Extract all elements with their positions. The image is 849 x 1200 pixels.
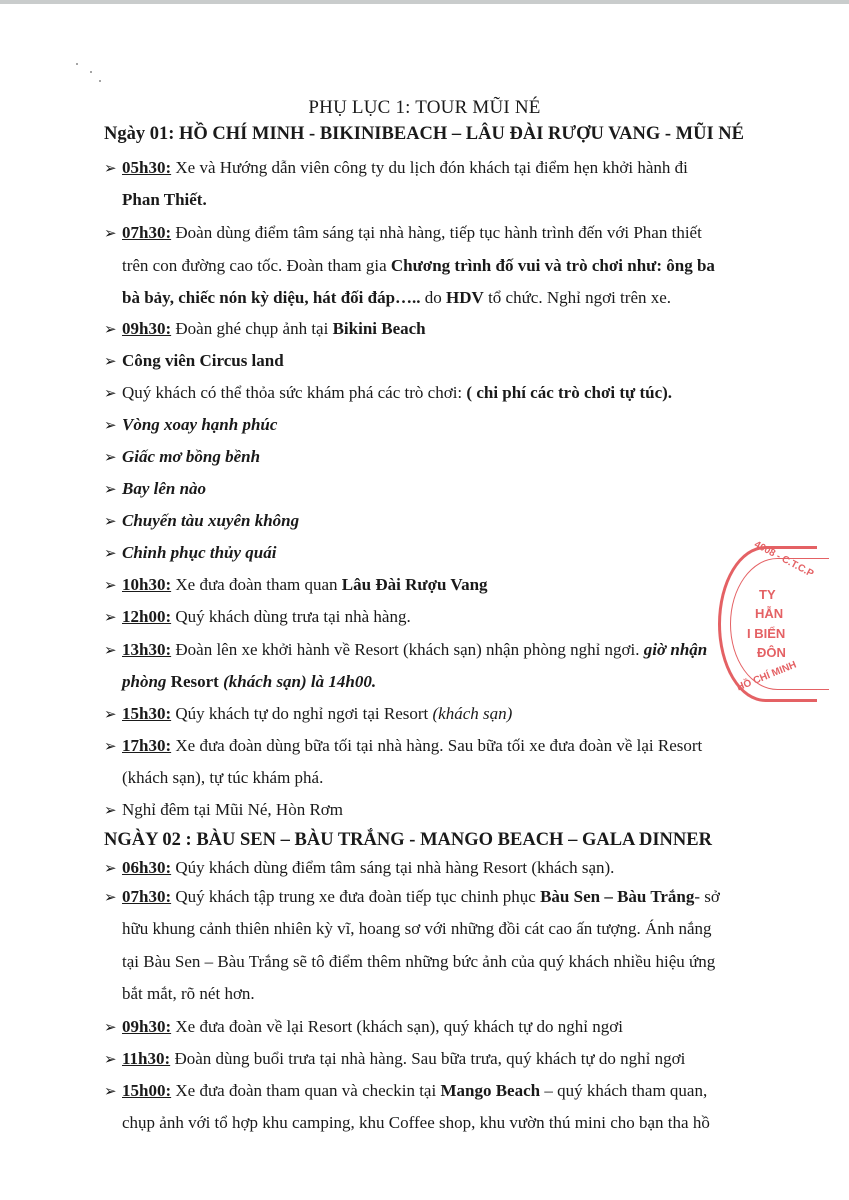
arrow-bullet-icon: ➢ bbox=[104, 803, 117, 819]
day1-item-1200: ➢ 12h00: Quý khách dùng trưa tại nhà hàng. bbox=[104, 606, 789, 629]
arrow-bullet-icon: ➢ bbox=[104, 1020, 117, 1036]
day2-item-0730: ➢ 07h30: Quý khách tập trung xe đưa đoàn tiếp tục chinh phục Bàu Sen – Bàu Trắng- sở bbox=[104, 886, 789, 909]
day1-item-circus: ➢ Công viên Circus land bbox=[104, 350, 789, 373]
day1-item-1330: ➢ 13h30: Đoàn lên xe khởi hành về Resort (khách sạn) nhận phòng nghỉ ngơi. giờ nhận bbox=[104, 639, 789, 662]
day1-item-0530-cont: Phan Thiết. bbox=[122, 190, 207, 209]
day1-item-games: ➢ Quý khách có thể thỏa sức khám phá các trò chơi: ( chi phí các trò chơi tự túc). bbox=[104, 382, 789, 405]
arrow-bullet-icon: ➢ bbox=[104, 386, 117, 402]
arrow-bullet-icon: ➢ bbox=[104, 890, 117, 906]
arrow-bullet-icon: ➢ bbox=[104, 418, 117, 434]
day1-game-2: ➢ Giấc mơ bồng bềnh bbox=[104, 446, 789, 469]
day2-item-1500: ➢ 15h00: Xe đưa đoàn tham quan và checkin tại Mango Beach – quý khách tham quan, bbox=[104, 1080, 789, 1103]
document-title: PHỤ LỤC 1: TOUR MŨI NÉ bbox=[308, 97, 541, 118]
arrow-bullet-icon: ➢ bbox=[104, 161, 117, 177]
arrow-bullet-icon: ➢ bbox=[104, 546, 117, 562]
day1-item-0530: ➢ 05h30: Xe và Hướng dẫn viên công ty du lịch đón khách tại điểm hẹn khởi hành đi bbox=[104, 157, 789, 180]
day1-item-0730-cont2: bà bảy, chiếc nón kỳ diệu, hát đối đáp….. do HDV tổ chức. Nghỉ ngơi trên xe. bbox=[122, 288, 672, 307]
scan-speck bbox=[76, 63, 78, 65]
arrow-bullet-icon: ➢ bbox=[104, 1052, 117, 1068]
arrow-bullet-icon: ➢ bbox=[104, 354, 117, 370]
arrow-bullet-icon: ➢ bbox=[104, 578, 117, 594]
day2-heading: NGÀY 02 : BÀU SEN – BÀU TRẮNG - MANGO BEACH – GALA DINNER bbox=[104, 830, 712, 850]
arrow-bullet-icon: ➢ bbox=[104, 861, 117, 877]
day2-item-0930: ➢ 09h30: Xe đưa đoàn về lại Resort (khách sạn), quý khách tự do nghỉ ngơi bbox=[104, 1016, 789, 1039]
day1-item-0730-cont1: trên con đường cao tốc. Đoàn tham gia Chương trình đố vui và trò chơi như: ông ba bbox=[122, 256, 715, 275]
scan-edge bbox=[0, 0, 849, 4]
scan-speck bbox=[90, 71, 92, 73]
day2-item-0730-cont1: hữu khung cảnh thiên nhiên kỳ vĩ, hoang sơ với những đồi cát cao ấn tượng. Ánh nắng bbox=[122, 919, 712, 938]
day1-item-1730-cont: (khách sạn), tự túc khám phá. bbox=[122, 768, 324, 787]
scan-speck bbox=[99, 80, 101, 82]
day2-item-0630: ➢ 06h30: Qúy khách dùng điểm tâm sáng tại nhà hàng Resort (khách sạn). bbox=[104, 857, 789, 880]
day2-item-0730-cont3: bắt mắt, rõ nét hơn. bbox=[122, 984, 255, 1003]
day1-heading: Ngày 01: HỒ CHÍ MINH - BIKINIBEACH – LÂU ĐÀI RƯỢU VANG - MŨI NÉ bbox=[104, 124, 744, 144]
arrow-bullet-icon: ➢ bbox=[104, 643, 117, 659]
company-seal-stamp: 4008 - C.T.C.P TY HẪN I BIỂN ĐÔN HỒ CHÍ MINH bbox=[718, 546, 817, 702]
day1-game-3: ➢ Bay lên nào bbox=[104, 478, 789, 501]
day1-item-0930: ➢ 09h30: Đoàn ghé chụp ảnh tại Bikini Beach bbox=[104, 318, 789, 341]
arrow-bullet-icon: ➢ bbox=[104, 226, 117, 242]
day1-game-5: ➢ Chinh phục thủy quái bbox=[104, 542, 789, 565]
day1-item-1330-cont: phòng Resort (khách sạn) là 14h00. bbox=[122, 672, 377, 691]
arrow-bullet-icon: ➢ bbox=[104, 707, 117, 723]
day1-item-0730: ➢ 07h30: Đoàn dùng điểm tâm sáng tại nhà hàng, tiếp tục hành trình đến với Phan thiết bbox=[104, 222, 789, 245]
arrow-bullet-icon: ➢ bbox=[104, 322, 117, 338]
arrow-bullet-icon: ➢ bbox=[104, 1084, 117, 1100]
day1-game-1: ➢ Vòng xoay hạnh phúc bbox=[104, 414, 789, 437]
day1-item-1530: ➢ 15h30: Qúy khách tự do nghỉ ngơi tại Resort (khách sạn) bbox=[104, 703, 789, 726]
day2-item-0730-cont2: tại Bàu Sen – Bàu Trắng sẽ tô điểm thêm những bức ảnh của quý khách nhiều hiệu ứng bbox=[122, 952, 716, 971]
day1-item-1030: ➢ 10h30: Xe đưa đoàn tham quan Lâu Đài Rượu Vang bbox=[104, 574, 789, 597]
arrow-bullet-icon: ➢ bbox=[104, 610, 117, 626]
day1-item-overnight: ➢ Nghỉ đêm tại Mũi Né, Hòn Rơm bbox=[104, 799, 789, 822]
day1-item-1730: ➢ 17h30: Xe đưa đoàn dùng bữa tối tại nhà hàng. Sau bữa tối xe đưa đoàn về lại Resort bbox=[104, 735, 789, 758]
arrow-bullet-icon: ➢ bbox=[104, 450, 117, 466]
arrow-bullet-icon: ➢ bbox=[104, 482, 117, 498]
day2-item-1130: ➢ 11h30: Đoàn dùng buổi trưa tại nhà hàng. Sau bữa trưa, quý khách tự do nghỉ ngơi bbox=[104, 1048, 789, 1071]
day1-game-4: ➢ Chuyến tàu xuyên không bbox=[104, 510, 789, 533]
arrow-bullet-icon: ➢ bbox=[104, 739, 117, 755]
arrow-bullet-icon: ➢ bbox=[104, 514, 117, 530]
day2-item-1500-cont: chụp ảnh với tổ hợp khu camping, khu Coffee shop, khu vườn thú mini cho bạn tha hồ bbox=[122, 1113, 710, 1132]
